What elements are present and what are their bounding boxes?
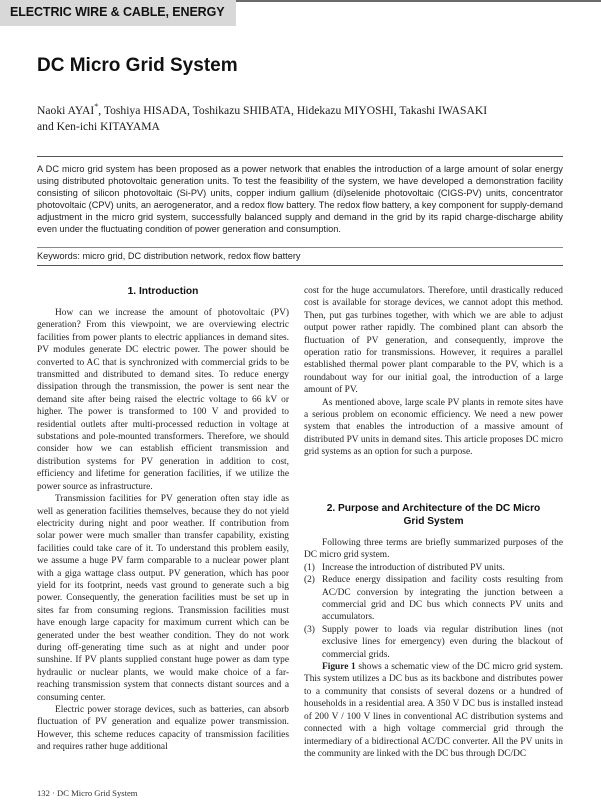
right-column-top [304,285,563,459]
purpose-item-number: (3) [304,624,315,635]
figure-1-reference[interactable]: Figure 1 [322,662,356,673]
section-2-heading-line-1: 2. Purpose and Architecture of the DC Micro [326,503,541,514]
figure-1-description: shows a schematic view of the DC micro grid system. This system utilizes a DC bus as its backbone and distributes power to a community that consists of several dozens or a hundred of households in a residential area. A 350 V DC bus is installed instead of 200 V / 100 V lines in conventional AC distribution systems and connected with a high voltage commercial grid through the intermediary of a bidirectional AC/DC converter. All the PV units in the community are linked with the DC bus through DC/DC [304,662,564,759]
figure-1-paragraph [304,661,563,760]
purpose-item-number: (1) [304,562,315,573]
purpose-item-3 [304,624,563,661]
article-title: DC Micro Grid System [37,55,238,76]
page-footer: 132 · DC Micro Grid System [37,788,138,798]
intro-paragraph-3-continued: cost for the huge accumulators. Therefore, until drastically reduced cost is available for storage devices, we cannot adopt this method. Then, put gas turbines together, with which we are able to adjust output power rather rapidly. The combined plant can absorb the fluctuation of PV generation, and consequently, improve the operation ratio for transmissions. However, it requires a parallel established thermal power plant comparable to the PV, which is a roundabout way for our initial goal, the introduction of a large amount of PV. [304,286,563,396]
intro-paragraph-1: How can we increase the amount of photovoltaic (PV) generation? From this viewpoint, we are overviewing electric facilities from power plants to electric appliances in demand sites. PV modules generate DC electric power. The power should be converted to AC that is synchronized with commercial grids to be transmitted and distributed to demand sites. To reduce energy dissipation through the transmission, the power is sent near the demand site after being raised the electric voltage to 66 kV or higher. The power is transformed to 100 V and provided to residential outlets after multi-processed reduction in voltage at substations and pole-mounted transformers. Therefore, we should consider how we can establish efficient transmission and distribution systems for PV generation in addition to cost, efficiency and lifetime for generation facilities, if we utilize the power source as infrastructure. [37,308,289,492]
section-1-heading: 1. Introduction [127,286,199,297]
purpose-item-number: (2) [304,575,315,586]
authors-line-2: and Ken-ichi KITAYAMA [37,119,160,133]
footnote-marker: * [94,102,99,111]
purpose-item-text: Supply power to loads via regular distribution lines (not exclusive lines for emergency) even during the blackout of commercial grids. [322,624,563,660]
purpose-list [304,562,563,661]
purpose-item-1 [304,562,563,574]
intro-paragraph-2: Transmission facilities for PV generation often stay idle as well as generation facilities themselves, because they do not yield electricity during night and poor weather. If contribution from solar power were much smaller than transfer capability, existing facilities could take care of it. To understand this problem easily, we assume a huge PV farm comparable to a nuclear power plant with a giga wattage class output. PV generation, which has poor yield for its footprint, needs vast ground to generate such a big power. Consequently, the generation facilities must be set up in sites far from consuming regions. Transmission facilities must have enough large capacity for maximum current which can be generated under the best weather condition. They do not work during off-generating time such as at night and under poor sunshine. If PV plants supplied constant huge power as dam type hydraulic or nuclear plants, we would make choice of a far-reaching transmission system that connects distant sources and a consuming center. [37,494,289,703]
abstract-text: A DC micro grid system has been proposed as a power network that enables the introduction of a large amount of solar energy using distributed photovoltaic generation units. To test the feasibility of the system, we have developed a demonstration facility consisting of silicon photovoltaic (Si-PV) units, copper indium gallium (di)selenide photovoltaic (CIGS-PV) units, concentrator photovoltaic (CPV) units, an aerogenerator, and a redox flow battery. The redox flow battery, a key component for supply-demand adjustment in the micro grid system, successfully balanced supply and demand in the grid by its rapid charge-discharge ability even under the fluctuating condition of power generation and consumption. [37,164,563,235]
authors-line-1: Naoki AYAI*, Toshiya HISADA, Toshikazu SHIBATA, Hidekazu MIYOSHI, Takashi IWASAKI [37,102,488,117]
category-tab [0,0,236,26]
right-column-section-2 [304,537,563,760]
author-list [37,99,557,135]
section-2-heading-line-2: Grid System [403,516,464,527]
keywords-line: Keywords: micro grid, DC distribution network, redox flow battery [37,251,301,261]
section-2-heading [304,502,563,528]
intro-paragraph-3: Electric power storage devices, such as batteries, can absorb fluctuation of PV generation and equalize power transmission. However, this scheme reduces capacity of transmission facilities and requires rather huge additional [37,705,289,753]
purpose-item-text: Reduce energy dissipation and facility costs resulting from AC/DC conversion by integrating the junction between a commercial grid and DC bus which connects PV units and accumulators. [322,575,563,623]
purpose-intro: Following three terms are briefly summarized purposes of the DC micro grid system. [304,538,563,561]
purpose-item-text: Increase the introduction of distributed PV units. [322,562,505,573]
abstract-box [37,156,563,266]
keywords-divider [37,247,563,248]
intro-paragraph-4: As mentioned above, large scale PV plants in remote sites have a serious problem on economic efficiency. We need a new power system that enables the introduction of a massive amount of distributed PV units in demand sites. This article proposes DC micro grid systems as an option for such a purpose. [304,397,563,458]
purpose-item-2 [304,574,563,624]
left-column [37,307,289,754]
category-label: ELECTRIC WIRE & CABLE, ENERGY [10,5,225,19]
